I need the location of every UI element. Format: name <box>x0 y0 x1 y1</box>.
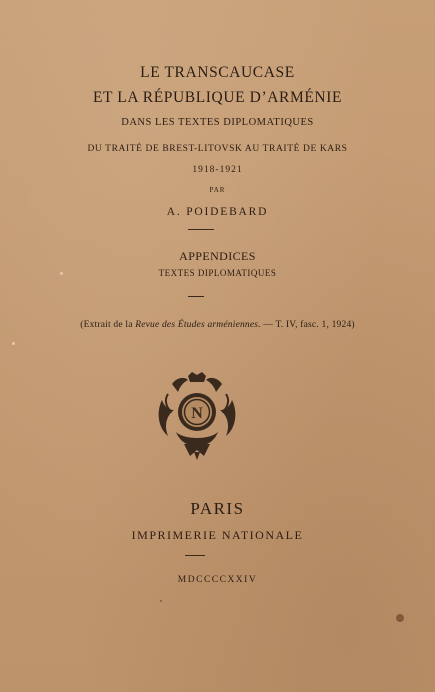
divider-rule <box>188 229 214 230</box>
author-name: A. POIDEBARD <box>166 206 269 218</box>
appendix-heading: APPENDICES <box>179 249 256 263</box>
divider-rule <box>188 296 204 297</box>
emblem-monogram: N <box>191 405 203 422</box>
extract-prefix: (Extrait de la <box>80 320 136 330</box>
appendix-subheading: TEXTES DIPLOMATIQUES <box>158 268 277 278</box>
extract-suffix: — T. IV, fasc. 1, 1924) <box>260 320 355 330</box>
title-years: 1918-1921 <box>192 165 243 175</box>
paper-stain <box>396 614 404 622</box>
title-line-4: DU TRAITÉ DE BREST-LITOVSK AU TRAITÉ DE KARS <box>87 144 348 154</box>
title-line-1: LE TRANSCAUCASE <box>140 64 295 81</box>
paper-speck <box>12 342 15 345</box>
title-line-3: DANS LES TEXTES DIPLOMATIQUES <box>121 117 314 128</box>
divider-rule <box>185 555 205 556</box>
paper-speck <box>60 272 63 275</box>
national-emblem-icon <box>154 370 240 462</box>
publication-year: MDCCCCXXIV <box>177 575 258 585</box>
byline-par: PAR <box>209 186 226 194</box>
publisher-press: IMPRIMERIE NATIONALE <box>131 528 304 542</box>
publisher-city: PARIS <box>190 499 245 518</box>
extract-note <box>0 320 435 330</box>
extract-journal: Revue des Études arméniennes. <box>135 320 261 330</box>
title-line-2: ET LA RÉPUBLIQUE D’ARMÉNIE <box>92 89 343 106</box>
paper-speck <box>160 600 162 602</box>
